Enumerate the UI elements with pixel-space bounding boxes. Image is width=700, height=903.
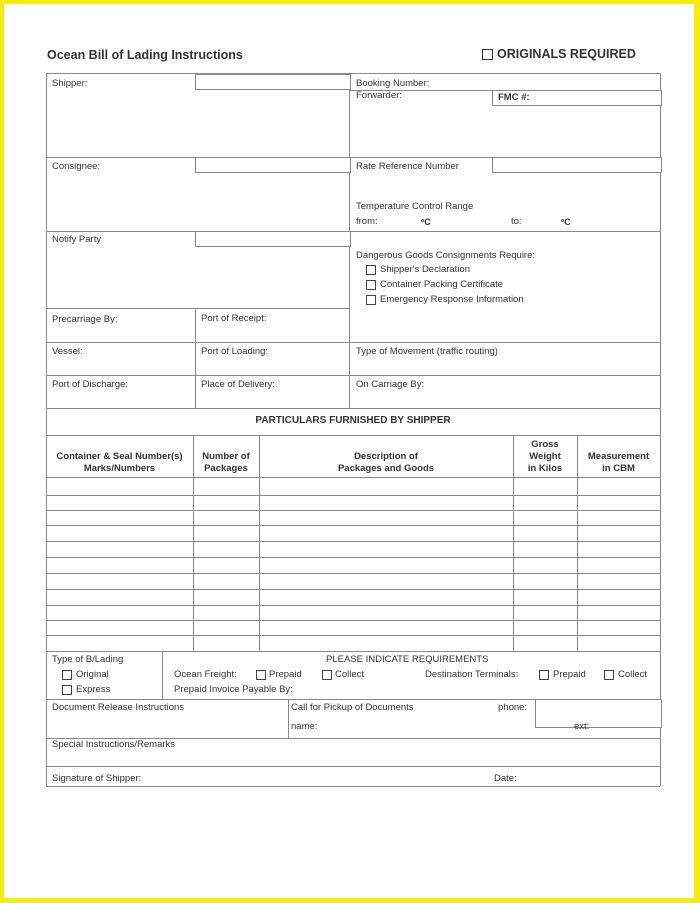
notify-party-field[interactable] (195, 231, 351, 247)
port-loading-label: Port of Loading: (201, 346, 269, 357)
please-indicate-label: PLEASE INDICATE REQUIREMENTS (326, 654, 489, 665)
col-container-line1: Container & Seal Number(s) (56, 451, 183, 462)
precarriage-label: Precarriage By: (52, 314, 118, 325)
originals-required-checkbox[interactable] (482, 49, 493, 60)
shippers-declaration-label: Shipper's Declaration (380, 264, 470, 275)
phone-label: phone: (498, 702, 528, 713)
dangerous-goods-label: Dangerous Goods Consignments Require: (356, 250, 536, 261)
col-weight-line3: in Kilos (527, 463, 563, 474)
type-movement-label: Type of Movement (traffic routing) (356, 346, 498, 357)
originals-required-label: ORIGINALS REQUIRED (497, 47, 636, 61)
temp-from-unit: ºC (421, 217, 431, 227)
consignee-field[interactable] (195, 157, 351, 173)
special-instructions-label: Special Instructions/Remarks (52, 739, 176, 750)
ocean-prepaid-checkbox[interactable] (256, 670, 266, 680)
destination-terminals-label: Destination Terminals: (425, 669, 519, 680)
consignee-label: Consignee: (52, 161, 101, 172)
temperature-range-label: Temperature Control Range (356, 201, 474, 212)
col-container-line2: Marks/Numbers (83, 463, 156, 474)
col-measurement-line2: in CBM (602, 463, 635, 474)
container-packing-label: Container Packing Certificate (380, 279, 504, 290)
col-description-line2: Packages and Goods (337, 463, 435, 474)
dest-prepaid-checkbox[interactable] (539, 670, 549, 680)
dest-prepaid-label: Prepaid (553, 669, 586, 680)
ocean-collect-checkbox[interactable] (322, 670, 332, 680)
col-description-header (259, 451, 513, 475)
col-weight-header (513, 439, 577, 475)
name-label: name: (291, 721, 318, 732)
doc-release-label: Document Release Instructions (52, 702, 185, 713)
col-packages-header (193, 451, 259, 475)
col-packages-line1: Number of (202, 451, 250, 462)
ext-field[interactable] (535, 713, 662, 728)
particulars-title: PARTICULARS FURNISHED BY SHIPPER (255, 415, 451, 426)
express-label: Express (76, 684, 111, 695)
ocean-prepaid-label: Prepaid (269, 669, 302, 680)
col-measurement-line1: Measurement (587, 451, 650, 462)
shipper-label: Shipper: (52, 78, 88, 89)
col-container-header (46, 451, 193, 475)
col-measurement-header (577, 451, 660, 475)
shippers-declaration-checkbox[interactable] (366, 265, 376, 275)
ocean-collect-label: Collect (335, 669, 365, 680)
col-description-line1: Description of (354, 451, 418, 462)
notify-party-label: Notify Party (52, 234, 102, 245)
col-weight-line1: Gross (531, 439, 559, 450)
call-pickup-label: Call for Pickup of Documents (291, 702, 414, 713)
col-weight-line2: Weight (529, 451, 561, 462)
date-label: Date: (494, 773, 517, 784)
temp-to-label: to: (511, 216, 522, 227)
fmc-label: FMC #: (498, 92, 530, 103)
rate-reference-field[interactable] (492, 157, 662, 173)
ocean-freight-label: Ocean Freight: (174, 669, 237, 680)
original-label: Original (76, 669, 109, 680)
emergency-response-label: Emergency Response Information (380, 294, 524, 305)
rate-reference-label: Rate Reference Number (356, 161, 459, 172)
form-title: Ocean Bill of Lading Instructions (47, 48, 243, 62)
emergency-response-checkbox[interactable] (366, 295, 376, 305)
temp-from-label: from: (356, 216, 378, 227)
container-packing-checkbox[interactable] (366, 280, 376, 290)
port-discharge-label: Port of Discharge: (52, 379, 129, 390)
col-packages-line2: Packages (204, 463, 248, 474)
port-receipt-label: Port of Receipt: (201, 313, 267, 324)
vessel-label: Vessel: (52, 346, 83, 357)
originals-required[interactable] (482, 47, 636, 61)
dest-collect-checkbox[interactable] (604, 670, 614, 680)
original-checkbox[interactable] (62, 670, 72, 680)
bill-of-lading-form (4, 4, 694, 898)
prepaid-invoice-label: Prepaid Invoice Payable By: (174, 684, 293, 695)
ext-label: ext: (574, 721, 590, 732)
express-checkbox[interactable] (62, 685, 72, 695)
type-bl-label: Type of B/Lading (52, 654, 124, 665)
dest-collect-label: Collect (618, 669, 648, 680)
shipper-field[interactable] (195, 74, 351, 90)
booking-number-label: Booking Number: (356, 78, 430, 89)
place-delivery-label: Place of Delivery: (201, 379, 275, 390)
on-carriage-label: On Carriage By: (356, 379, 425, 390)
forwarder-label: Forwarder: (356, 90, 402, 101)
signature-label: Signature of Shipper: (52, 773, 142, 784)
temp-to-unit: ºC (561, 217, 571, 227)
